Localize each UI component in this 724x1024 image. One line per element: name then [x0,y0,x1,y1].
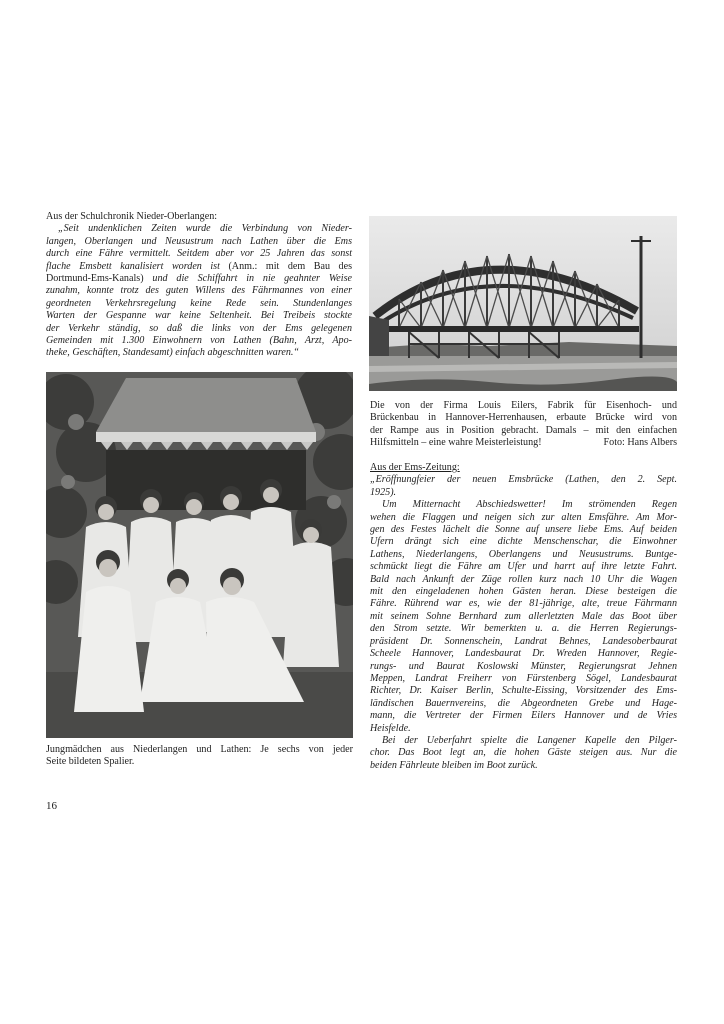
bridge-photograph [369,216,677,391]
article-line-7: Lathens, Niederlangens, Oberlangens und Neusustrums. Buntge- [370,548,677,560]
ems-zeitung-article [370,462,677,772]
article-line-20: mann, die Vertreter der Firmen Eilers Hannover und de Vries [370,710,677,722]
article-line-13: den Strom setzte. Wir bemerkten u. a. die Herren Regierungs- [370,623,677,635]
article-line-2: 1925). [370,486,397,498]
article-line-12: mit seinem Sohne Bernhard zum allerletzten Male das Boot über [370,610,677,622]
bridge-caption-line-4 [370,437,677,449]
article-line-16: rungs- und Baurat Koslowski Münster, Regierungsrat Jehnen [370,660,677,672]
article-line-15: Scheele Hannover, Landesbaurat Dr. Wreden Hannover, Regie- [370,648,677,660]
article-line-8: schmückt liegt die Fähre am Ufer und harrt auf ihre letzte Fahrt. [370,561,677,573]
chronicle-line-1: „Seit undenklichen Zeiten wurde die Verbindung von Nieder- [58,223,352,235]
group-photograph [46,372,353,738]
chronicle-line-11: theke, Geschäften, Standesamt) einfach abgeschnitten waren.“ [46,347,300,359]
chronicle-line-5a: Dortmund-Ems-Kanals) [46,273,144,285]
page-number: 16 [46,800,57,812]
article-line-9: Bald nach Ankunft der Züge rollen kurz nach 10 Uhr die Wagen [370,573,677,585]
chronicle-line-2: langen, Oberlangen und Neusustrum nach Lathen über die Ems [46,235,352,247]
article-line-3: Um Mitternacht Abschiedswetter! Im strömenden Regen [382,499,677,511]
group-photo-caption [46,744,353,769]
chronicle-line-7: geordneten Verkehrsregelung keine Rede sein. Stundenlanges [46,297,352,309]
bridge-caption-text: Hilfsmitteln – eine wahre Meisterleistung! [370,437,542,449]
chronicle-line-6: zunahm, konnte trotz des guten Willens des Fährmannes von einer [46,285,352,297]
bridge-caption-line-3: der Rampe aus in Position gebracht. Damals – mit den einfachen [370,424,677,436]
caption-line-2: Seite bildeten Spalier. [46,756,135,768]
article-line-22: Bei der Ueberfahrt spielte die Langener Kapelle den Pilger- [382,734,677,746]
article-line-1: „Eröffnungfeier der neuen Emsbrücke (Lathen, den 2. Sept. [370,474,677,486]
chronicle-heading: Aus der Schulchronik Nieder-Oberlangen: [46,211,218,222]
photo-credit: Foto: Hans Albers [603,437,677,449]
article-line-11: Fähre. Rührend war es, wie der 81-jährige, alte, treue Fährmann [370,598,677,610]
article-heading: Aus der Ems-Zeitung: [370,462,460,473]
chronicle-line-9: der Verkehr ständig, so daß die links von der Ems gelegenen [46,322,352,334]
bridge-photo-caption [370,400,677,450]
article-line-19: ländischen Bauernvereins, die Abgeordneten Grebe und Hage- [370,697,677,709]
chronicle-line-10: Gemeinden mit 1.300 Einwohnern von Lathen (Bahn, Arzt, Apo- [46,335,352,347]
caption-line-1: Jungmädchen aus Niederlangen und Lathen: Je sechs von jeder [46,744,353,755]
chronicle-line-5b: und die Schiffahrt in nie geahnter Weise [143,273,352,285]
article-line-24: beiden Fährleute bleiben im Boot zurück. [370,759,538,771]
chronicle-line-4 [46,261,352,273]
article-line-23: chor. Das Boot legt an, die hohen Gäste steigen aus. Nur die [370,747,677,759]
chronicle-line-4a: flache Emsbett kanalisiert worden ist [46,260,220,272]
chronicle-line-4b: (Anm.: mit dem Bau des [219,260,352,272]
article-line-17: Meppen, Landrat Freiherr von Fürstenberg Sögel, Landesbaurat [370,672,677,684]
bridge-caption-line-2: Brückenbau in Hannover-Herrenhausen, erbaute Brücke wird von [370,412,677,424]
article-line-4: wehen die Flaggen und neigen sich zur alten Emsfähre. Am Mor- [370,511,677,523]
article-line-10: mit den eingeladenen hohen Gästen heran. Diese besteigen die [370,586,677,598]
article-line-21: Heisfelde. [370,722,411,734]
chronicle-line-5 [46,273,352,285]
article-line-5: gen des Festes lächelt die Sonne auf unsere liebe Ems. Auf beiden [370,524,677,536]
article-line-18: Richter, Dr. Kaiser Berlin, Schulte-Eissing, Vorsitzender des Ems- [370,685,677,697]
chronicle-line-8: Warten der Gespanne war keine Seltenheit. Bei Treibeis stockte [46,310,352,322]
article-line-6: Ufern drängt sich eine dichte Menschenschar, die Einwohner [370,536,677,548]
bridge-caption-line-1: Die von der Firma Louis Eilers, Fabrik für Eisenhoch- und [370,400,677,411]
school-chronicle-quote [46,211,352,360]
chronicle-line-3: durch eine Fähre vermittelt. Seitdem aber vor 25 Jahren das sonst [46,248,352,260]
article-line-14: präsident Dr. Sonnenschein, Landrat Behnes, Landesoberbaurat [370,635,677,647]
